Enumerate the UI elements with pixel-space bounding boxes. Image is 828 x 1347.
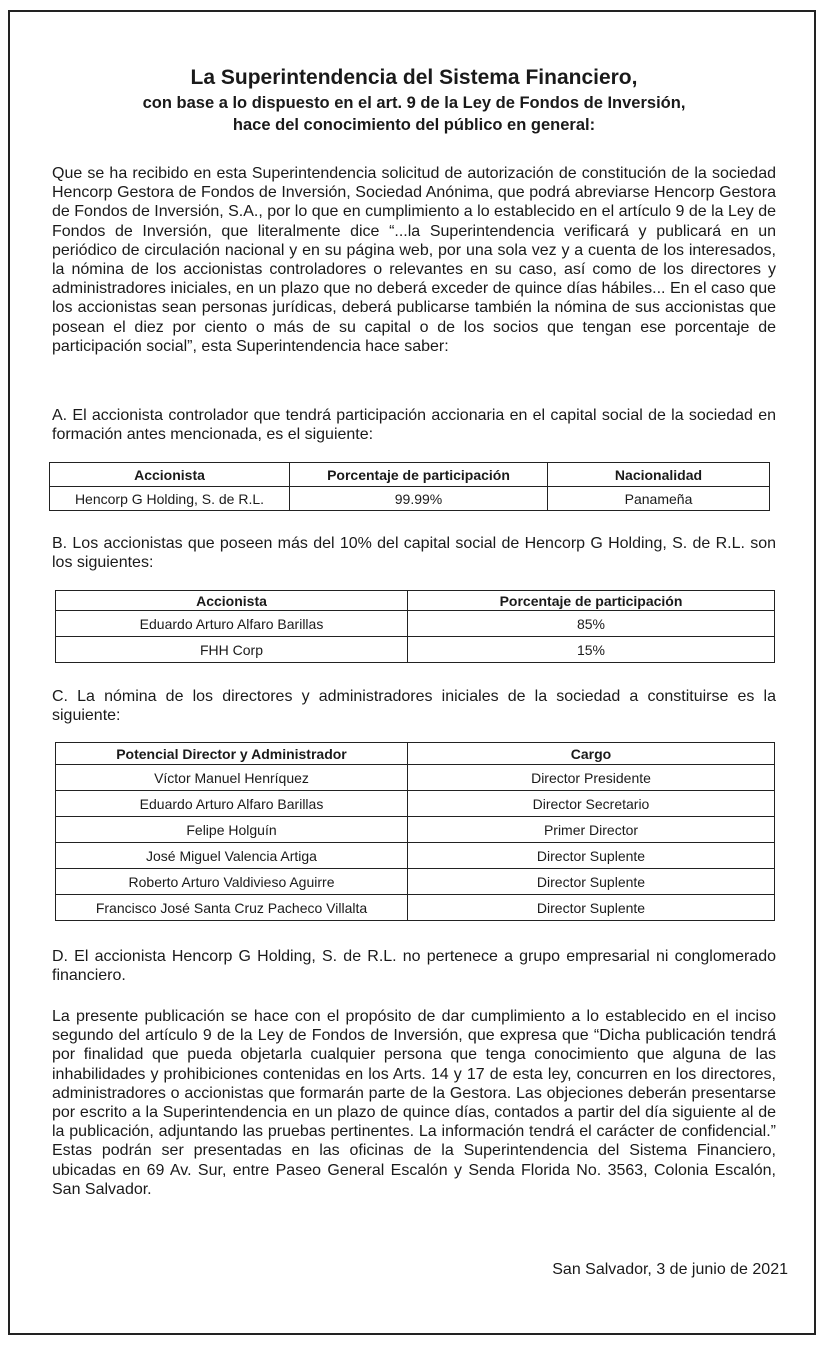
column-header: Porcentaje de participación	[290, 463, 548, 487]
table-cell: José Miguel Valencia Artiga	[56, 843, 408, 869]
table-row	[56, 791, 775, 817]
notice-subtitle: con base a lo dispuesto en el art. 9 de la Ley de Fondos de Inversión,	[142, 94, 686, 112]
table-cell: Hencorp G Holding, S. de R.L.	[50, 487, 290, 511]
table-row	[50, 487, 770, 511]
table-cell: Director Suplente	[408, 869, 775, 895]
controlling-shareholder-table	[49, 462, 770, 511]
table-header-row	[50, 463, 770, 487]
table-header-row	[56, 743, 775, 765]
publication-date: San Salvador, 3 de junio de 2021	[552, 1261, 788, 1278]
table-cell: Director Secretario	[408, 791, 775, 817]
notice-title: La Superintendencia del Sistema Financiero,	[190, 66, 638, 89]
section-a-text: A. El accionista controlador que tendrá participación accionaria en el capital social de la sociedad en formación antes mencionada, es el siguiente:	[52, 407, 776, 444]
table-cell: Felipe Holguín	[56, 817, 408, 843]
column-header: Cargo	[408, 743, 775, 765]
table-cell: FHH Corp	[56, 637, 408, 663]
table-cell: Director Presidente	[408, 765, 775, 791]
table-row	[56, 869, 775, 895]
table-cell: Director Suplente	[408, 895, 775, 921]
column-header: Accionista	[50, 463, 290, 487]
table-cell: Eduardo Arturo Alfaro Barillas	[56, 791, 408, 817]
column-header: Potencial Director y Administrador	[56, 743, 408, 765]
intro-paragraph: Que se ha recibido en esta Superintendencia solicitud de autorización de constitución de la sociedad Hencorp Gestora de Fondos de Inversión, Sociedad Anónima, que podrá abreviarse Hencorp Gestora de Fondos de Inversión, S.A., por lo que en cumplimiento a lo establecido en el artículo 9 de la Ley de Fondos de Inversión, que literalmente dice “...la Superintendencia verificará y publicará en un periódico de circulación nacional y en su página web, por una sola vez y a cuenta de los interesados, la nómina de los accionistas controladores o relevantes en su caso, así como de los directores y administradores iniciales, en un plazo que no deberá exceder de quince días hábiles... En el caso que los accionistas sean personas jurídicas, deberá publicarse también la nómina de sus accionistas que posean el diez por ciento o más de su capital o de los socios que tengan ese porcentaje de participación social”, esta Superintendencia hace saber:	[52, 165, 776, 355]
section-d-text: D. El accionista Hencorp G Holding, S. de R.L. no pertenece a grupo empresarial ni conglomerado financiero.	[52, 948, 776, 985]
column-header: Porcentaje de participación	[408, 591, 775, 611]
table-row	[56, 611, 775, 637]
table-cell: Francisco José Santa Cruz Pacheco Villalta	[56, 895, 408, 921]
table-row	[56, 843, 775, 869]
column-header: Nacionalidad	[548, 463, 770, 487]
table-row	[56, 765, 775, 791]
section-b-text: B. Los accionistas que poseen más del 10% del capital social de Hencorp G Holding, S. de R.L. son los siguientes:	[52, 535, 776, 572]
table-cell: 85%	[408, 611, 775, 637]
closing-paragraph: La presente publicación se hace con el propósito de dar cumplimiento a lo establecido en el inciso segundo del artículo 9 de la Ley de Fondos de Inversión, que expresa que “Dicha publicación tendrá por finalidad que pueda objetarla cualquier persona que tenga conocimiento que alguna de las inhabilidades y prohibiciones contenidas en los Arts. 14 y 17 de esta ley, concurren en los directores, administradores o accionistas que formarán parte de la Gestora. Las objeciones deberán presentarse por escrito a la Superintendencia en un plazo de quince días, contados a partir del día siguiente al de la publicación, adjuntando las pruebas pertinentes. La información tendrá el carácter de confidencial.” Estas podrán ser presentadas en las oficinas de la Superintendencia del Sistema Financiero, ubicadas en 69 Av. Sur, entre Paseo General Escalón y Senda Florida No. 3563, Colonia Escalón, San Salvador.	[52, 1008, 776, 1198]
table-row	[56, 817, 775, 843]
shareholders-table	[55, 590, 775, 663]
table-cell: Eduardo Arturo Alfaro Barillas	[56, 611, 408, 637]
table-cell: Director Suplente	[408, 843, 775, 869]
table-cell: Roberto Arturo Valdivieso Aguirre	[56, 869, 408, 895]
table-cell: 15%	[408, 637, 775, 663]
table-row	[56, 895, 775, 921]
table-cell: 99.99%	[290, 487, 548, 511]
notice-subtitle-2: hace del conocimiento del público en general:	[232, 116, 596, 134]
column-header: Accionista	[56, 591, 408, 611]
table-header-row	[56, 591, 775, 611]
table-cell: Víctor Manuel Henríquez	[56, 765, 408, 791]
table-cell: Panameña	[548, 487, 770, 511]
directors-table	[55, 742, 775, 921]
table-cell: Primer Director	[408, 817, 775, 843]
section-c-text: C. La nómina de los directores y administradores iniciales de la sociedad a constituirse es la siguiente:	[52, 688, 776, 725]
table-row	[56, 637, 775, 663]
